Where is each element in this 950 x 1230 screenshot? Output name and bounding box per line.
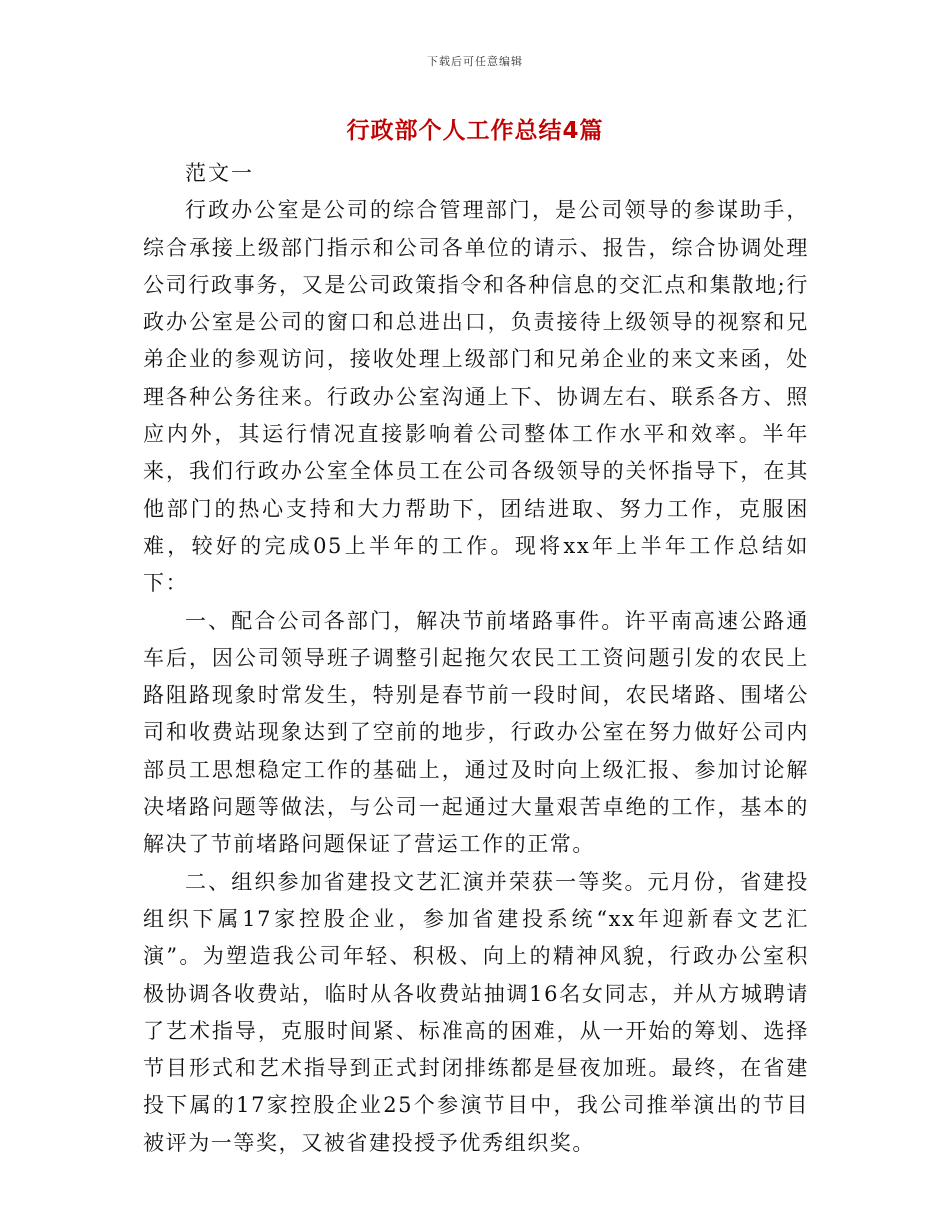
paragraph-intro: 行政办公室是公司的综合管理部门，是公司领导的参谋助手，综合承接上级部门指示和公司各单位的请示、报告，综合协调处理公司行政事务，又是公司政策指令和各种信息的交汇点和集散地;行政办公室是公司的窗口和总进出口，负责接待上级领导的视察和兄弟企业的参观访问，接收处理上级部门和兄弟企业的来文来函，处理各种公务往来。行政办公室沟通上下、协调左右、联系各方、照应内外，其运行情况直接影响着公司整体工作水平和效率。半年来，我们行政办公室全体员工在公司各级领导的关怀指导下，在其他部门的热心支持和大力帮助下，团结进取、努力工作，克服困难，较好的完成05上半年的工作。现将xx年上半年工作总结如下： — [143, 198, 809, 596]
document-title: 行政部个人工作总结4篇 — [346, 118, 604, 144]
document-body — [143, 155, 809, 1162]
section-label: 范文一 — [185, 161, 254, 185]
download-note: 下载后可任意编辑 — [427, 55, 523, 68]
paragraph-item-1: 一、配合公司各部门，解决节前堵路事件。许平南高速公路通车后，因公司领导班子调整引起拖欠农民工工资问题引发的农民上路阻路现象时常发生，特别是春节前一段时间，农民堵路、围堵公司和收费站现象达到了空前的地步，行政办公室在努力做好公司内部员工思想稳定工作的基础上，通过及时向上级汇报、参加讨论解决堵路问题等做法，与公司一起通过大量艰苦卓绝的工作，基本的解决了节前堵路问题保证了营运工作的正常。 — [143, 608, 809, 857]
paragraph-item-2: 二、组织参加省建投文艺汇演并荣获一等奖。元月份，省建投组织下属17家控股企业，参加省建投系统“xx年迎新春文艺汇演”。为塑造我公司年轻、积极、向上的精神风貌，行政办公室积极协调各收费站，临时从各收费站抽调16名女同志，并从方城聘请了艺术指导，克服时间紧、标准高的困难，从一开始的筹划、选择节目形式和艺术指导到正式封闭排练都是昼夜加班。最终，在省建投下属的17家控股企业25个参演节目中，我公司推举演出的节目被评为一等奖，又被省建投授予优秀组织奖。 — [143, 869, 809, 1155]
